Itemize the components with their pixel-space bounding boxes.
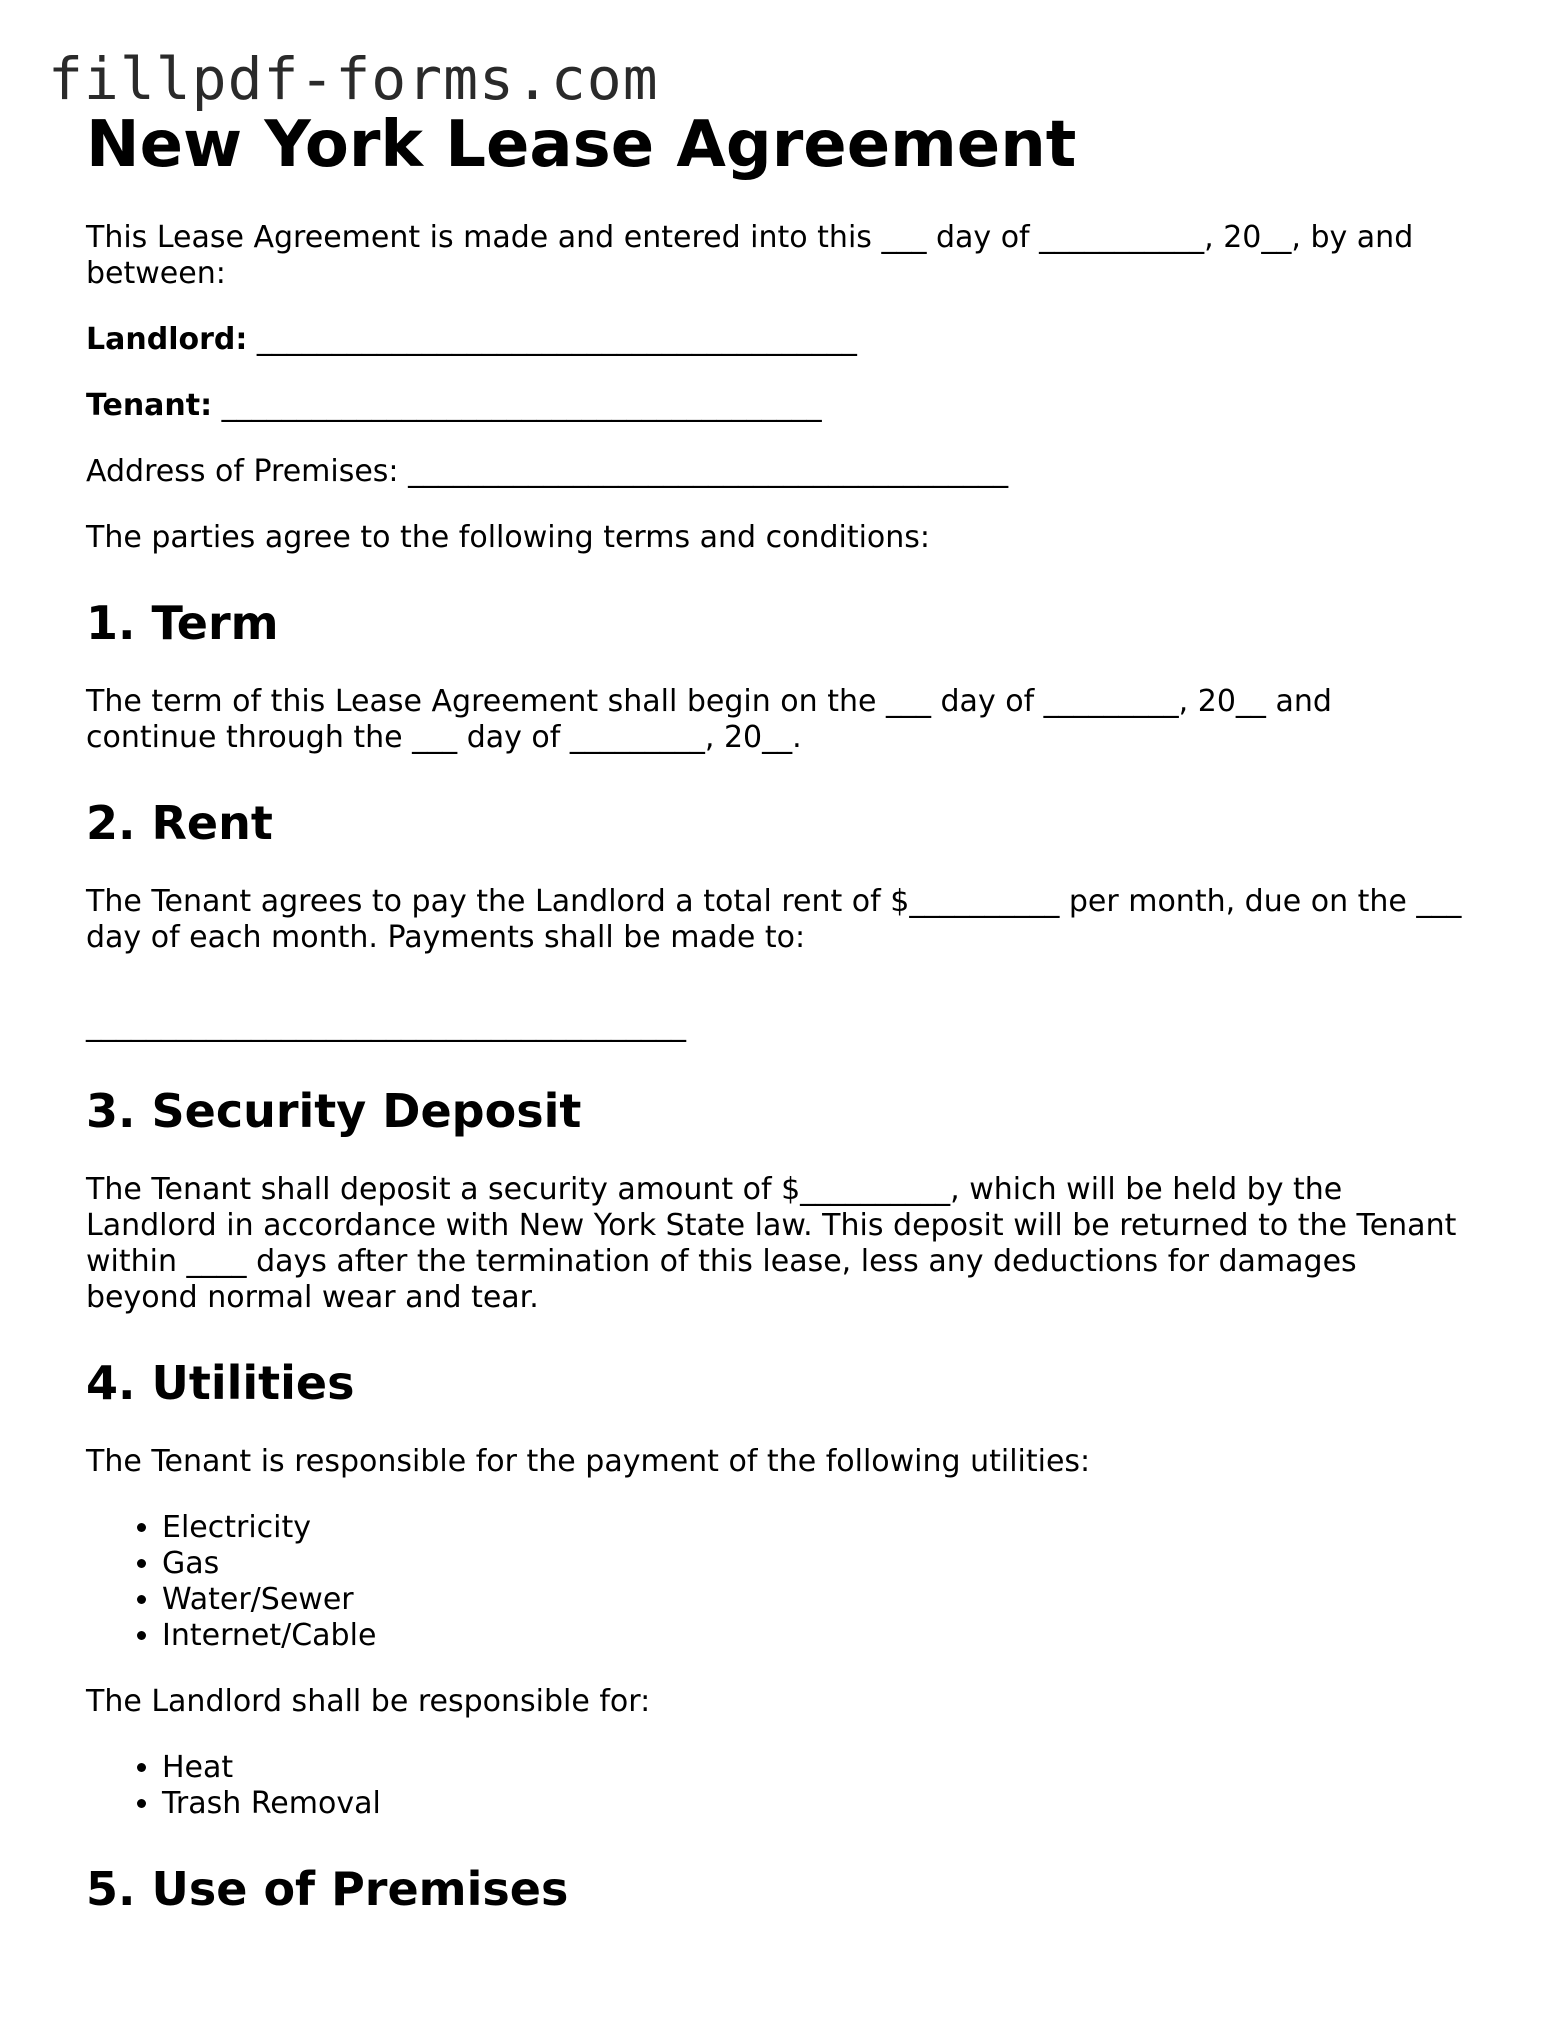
- landlord-line: [86, 322, 1466, 358]
- watermark: fillpdf-forms.com: [48, 45, 659, 113]
- list-item: • Trash Removal: [162, 1786, 1466, 1822]
- section-use-heading: 5. Use of Premises: [86, 1862, 569, 1917]
- tenant-label: Tenant:: [86, 388, 213, 424]
- tenant-utilities-text: The Tenant is responsible for the payment of the following utilities:: [86, 1444, 1091, 1480]
- terms-intro: The parties agree to the following terms and conditions:: [86, 520, 931, 556]
- rent-payee-line: ________________________________________: [86, 1008, 686, 1044]
- section-rent-heading: 2. Rent: [86, 796, 273, 851]
- list-item: • Internet/Cable: [162, 1618, 1466, 1654]
- page-title: New York Lease Agreement: [86, 108, 1077, 182]
- intro-paragraph: This Lease Agreement is made and entered into this ___ day of ___________, 20__, by and between:: [86, 220, 1414, 292]
- landlord-utilities-text: The Landlord shall be responsible for:: [86, 1684, 651, 1720]
- list-item: • Gas: [162, 1546, 1466, 1582]
- landlord-label: Landlord:: [86, 322, 248, 358]
- landlord-utilities-list: [86, 1750, 1466, 1822]
- section-deposit-heading: 3. Security Deposit: [86, 1084, 582, 1139]
- tenant-line: [86, 388, 1466, 424]
- list-item: • Heat: [162, 1750, 1466, 1786]
- section-rent-text: The Tenant agrees to pay the Landlord a total rent of $__________ per month, due on the ___ day of each month. Payments shall be made to:: [86, 884, 1462, 956]
- address-line: Address of Premises: ________________________________________: [86, 454, 1009, 490]
- landlord-blank: ________________________________________: [256, 322, 857, 358]
- tenant-utilities-list: [86, 1510, 1466, 1654]
- list-item: • Electricity: [162, 1510, 1466, 1546]
- tenant-blank: ________________________________________: [221, 388, 822, 424]
- document-page: [86, 110, 1466, 1950]
- list-item: • Water/Sewer: [162, 1582, 1466, 1618]
- section-deposit-text: The Tenant shall deposit a security amount of $__________, which will be held by the Landlord in accordance with New York State law. This deposit will be returned to the Tenant within ____ days after the termination of this lease, less any deductions for damages beyond normal wear and tear.: [86, 1172, 1457, 1316]
- section-utilities-heading: 4. Utilities: [86, 1356, 355, 1411]
- section-term-text: The term of this Lease Agreement shall begin on the ___ day of _________, 20__ and continue through the ___ day of _________, 20__.: [86, 684, 1332, 756]
- section-term-heading: 1. Term: [86, 596, 279, 651]
